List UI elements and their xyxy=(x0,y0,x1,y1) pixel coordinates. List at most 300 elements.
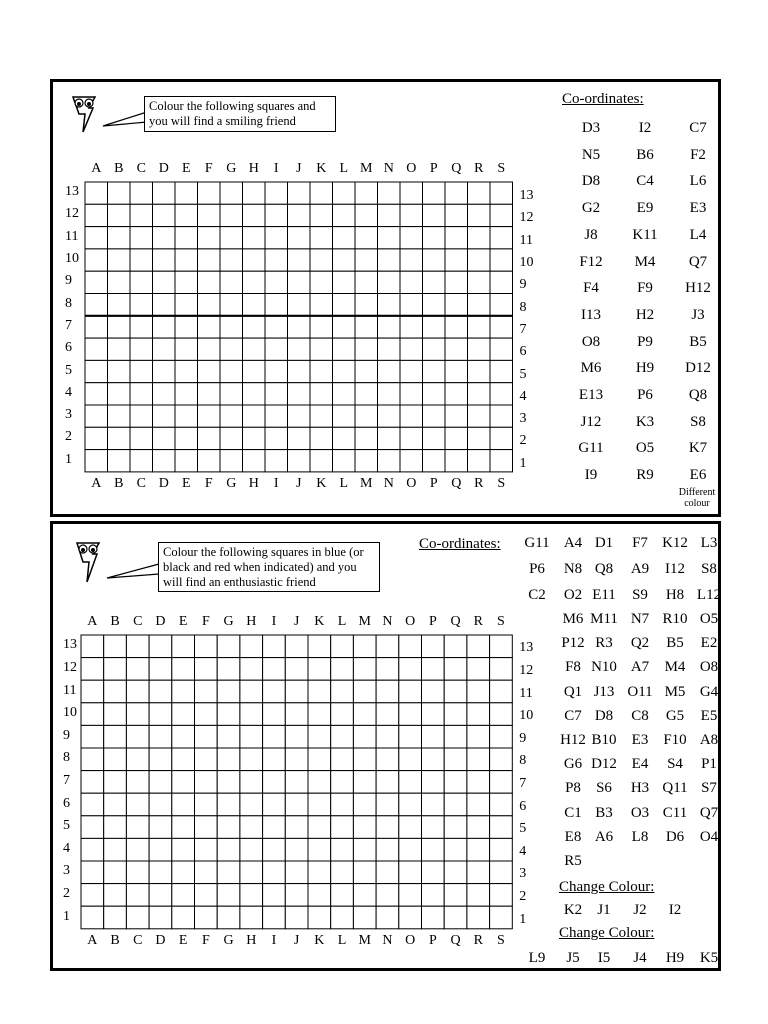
grid-cell-Q13[interactable] xyxy=(444,635,467,658)
grid-cell-F7[interactable] xyxy=(198,316,221,338)
grid-cell-M4[interactable] xyxy=(353,838,376,861)
grid-cell-I5[interactable] xyxy=(265,360,288,382)
grid-cell-I11[interactable] xyxy=(263,680,286,703)
grid-cell-S3[interactable] xyxy=(490,405,513,427)
grid-cell-Q6[interactable] xyxy=(445,338,468,360)
grid-cell-D10[interactable] xyxy=(153,249,176,271)
grid-cell-I7[interactable] xyxy=(265,316,288,338)
grid-cell-J10[interactable] xyxy=(285,703,308,726)
grid-cell-I1[interactable] xyxy=(263,906,286,929)
grid-cell-N3[interactable] xyxy=(376,861,399,884)
grid-cell-R7[interactable] xyxy=(467,771,490,794)
grid-cell-N13[interactable] xyxy=(378,182,401,204)
grid-cell-L9[interactable] xyxy=(331,725,354,748)
grid-cell-H7[interactable] xyxy=(240,771,263,794)
grid-cell-Q13[interactable] xyxy=(445,182,468,204)
grid-cell-E13[interactable] xyxy=(172,635,195,658)
grid-cell-H7[interactable] xyxy=(243,316,266,338)
grid-cell-J9[interactable] xyxy=(285,725,308,748)
grid-cell-J7[interactable] xyxy=(285,771,308,794)
grid-cell-M5[interactable] xyxy=(355,360,378,382)
grid-cell-D9[interactable] xyxy=(153,271,176,293)
grid-cell-B1[interactable] xyxy=(108,450,131,472)
grid-cell-S11[interactable] xyxy=(490,227,513,249)
grid-cell-R4[interactable] xyxy=(468,383,491,405)
grid-cell-C5[interactable] xyxy=(130,360,153,382)
grid-cell-Q7[interactable] xyxy=(444,771,467,794)
grid-cell-J6[interactable] xyxy=(288,338,311,360)
grid-cell-Q8[interactable] xyxy=(445,294,468,316)
grid-cell-G5[interactable] xyxy=(220,360,243,382)
grid-cell-A13[interactable] xyxy=(81,635,104,658)
grid-cell-B3[interactable] xyxy=(104,861,127,884)
grid-cell-L6[interactable] xyxy=(331,793,354,816)
grid-cell-L11[interactable] xyxy=(333,227,356,249)
grid-cell-G9[interactable] xyxy=(217,725,240,748)
grid-cell-L2[interactable] xyxy=(331,884,354,907)
grid-cell-A11[interactable] xyxy=(85,227,108,249)
grid-cell-S9[interactable] xyxy=(490,725,513,748)
grid-cell-O8[interactable] xyxy=(399,748,422,771)
grid-cell-M13[interactable] xyxy=(355,182,378,204)
grid-cell-C9[interactable] xyxy=(130,271,153,293)
grid-cell-L4[interactable] xyxy=(331,838,354,861)
grid-cell-K6[interactable] xyxy=(310,338,333,360)
grid-cell-C4[interactable] xyxy=(126,838,149,861)
grid-cell-R3[interactable] xyxy=(468,405,491,427)
grid-cell-G8[interactable] xyxy=(220,294,243,316)
grid-cell-B7[interactable] xyxy=(108,316,131,338)
grid-cell-L7[interactable] xyxy=(333,316,356,338)
grid-cell-P13[interactable] xyxy=(422,635,445,658)
grid-cell-G7[interactable] xyxy=(217,771,240,794)
grid-cell-Q9[interactable] xyxy=(445,271,468,293)
grid-cell-E6[interactable] xyxy=(175,338,198,360)
grid-cell-L2[interactable] xyxy=(333,427,356,449)
grid-cell-L13[interactable] xyxy=(331,635,354,658)
grid-cell-A7[interactable] xyxy=(85,316,108,338)
grid-cell-N12[interactable] xyxy=(376,658,399,681)
grid-cell-E2[interactable] xyxy=(175,427,198,449)
grid-cell-I8[interactable] xyxy=(265,294,288,316)
grid-cell-A13[interactable] xyxy=(85,182,108,204)
grid-cell-F13[interactable] xyxy=(198,182,221,204)
grid-cell-G7[interactable] xyxy=(220,316,243,338)
grid-cell-L11[interactable] xyxy=(331,680,354,703)
grid-cell-K1[interactable] xyxy=(310,450,333,472)
grid-cell-N13[interactable] xyxy=(376,635,399,658)
grid-cell-G10[interactable] xyxy=(220,249,243,271)
grid-cell-H12[interactable] xyxy=(240,658,263,681)
grid-cell-N5[interactable] xyxy=(376,816,399,839)
grid-cell-R6[interactable] xyxy=(468,338,491,360)
grid-cell-E3[interactable] xyxy=(175,405,198,427)
grid-cell-O2[interactable] xyxy=(399,884,422,907)
grid-cell-E3[interactable] xyxy=(172,861,195,884)
grid-cell-A8[interactable] xyxy=(85,294,108,316)
grid-cell-N4[interactable] xyxy=(376,838,399,861)
grid-cell-E1[interactable] xyxy=(175,450,198,472)
grid-cell-L10[interactable] xyxy=(331,703,354,726)
grid-cell-C10[interactable] xyxy=(126,703,149,726)
grid-cell-M6[interactable] xyxy=(353,793,376,816)
grid-cell-D7[interactable] xyxy=(149,771,172,794)
grid-cell-M4[interactable] xyxy=(355,383,378,405)
grid-cell-A10[interactable] xyxy=(81,703,104,726)
grid-cell-M11[interactable] xyxy=(355,227,378,249)
grid-cell-H10[interactable] xyxy=(243,249,266,271)
grid-cell-S4[interactable] xyxy=(490,383,513,405)
grid-cell-F1[interactable] xyxy=(195,906,218,929)
grid-cell-B9[interactable] xyxy=(104,725,127,748)
grid-cell-R4[interactable] xyxy=(467,838,490,861)
grid-cell-K12[interactable] xyxy=(310,204,333,226)
grid-cell-L12[interactable] xyxy=(333,204,356,226)
grid-cell-B13[interactable] xyxy=(104,635,127,658)
grid-cell-I4[interactable] xyxy=(265,383,288,405)
grid-cell-A7[interactable] xyxy=(81,771,104,794)
grid-cell-E8[interactable] xyxy=(175,294,198,316)
grid-cell-B3[interactable] xyxy=(108,405,131,427)
grid-cell-D8[interactable] xyxy=(153,294,176,316)
grid-cell-M13[interactable] xyxy=(353,635,376,658)
grid-cell-C1[interactable] xyxy=(126,906,149,929)
grid-cell-I13[interactable] xyxy=(265,182,288,204)
grid-cell-S13[interactable] xyxy=(490,182,513,204)
coordinate-grid[interactable] xyxy=(84,181,514,473)
grid-cell-S5[interactable] xyxy=(490,360,513,382)
grid-cell-H2[interactable] xyxy=(240,884,263,907)
grid-cell-K2[interactable] xyxy=(308,884,331,907)
grid-cell-A9[interactable] xyxy=(85,271,108,293)
grid-cell-F12[interactable] xyxy=(195,658,218,681)
grid-cell-I5[interactable] xyxy=(263,816,286,839)
grid-cell-J1[interactable] xyxy=(288,450,311,472)
grid-cell-M3[interactable] xyxy=(355,405,378,427)
grid-cell-O7[interactable] xyxy=(399,771,422,794)
grid-cell-H13[interactable] xyxy=(240,635,263,658)
grid-cell-H5[interactable] xyxy=(243,360,266,382)
grid-cell-R13[interactable] xyxy=(468,182,491,204)
grid-cell-S2[interactable] xyxy=(490,884,513,907)
grid-cell-C9[interactable] xyxy=(126,725,149,748)
grid-cell-E10[interactable] xyxy=(175,249,198,271)
grid-cell-O11[interactable] xyxy=(399,680,422,703)
grid-cell-A12[interactable] xyxy=(85,204,108,226)
grid-cell-J3[interactable] xyxy=(288,405,311,427)
grid-cell-A8[interactable] xyxy=(81,748,104,771)
grid-cell-N11[interactable] xyxy=(376,680,399,703)
grid-cell-Q8[interactable] xyxy=(444,748,467,771)
grid-cell-G5[interactable] xyxy=(217,816,240,839)
grid-cell-D6[interactable] xyxy=(153,338,176,360)
grid-cell-O6[interactable] xyxy=(400,338,423,360)
grid-cell-G4[interactable] xyxy=(220,383,243,405)
grid-cell-E7[interactable] xyxy=(172,771,195,794)
grid-cell-M2[interactable] xyxy=(353,884,376,907)
grid-cell-B13[interactable] xyxy=(108,182,131,204)
grid-cell-O4[interactable] xyxy=(399,838,422,861)
grid-cell-B8[interactable] xyxy=(104,748,127,771)
grid-cell-N9[interactable] xyxy=(378,271,401,293)
grid-cell-J2[interactable] xyxy=(285,884,308,907)
grid-cell-L13[interactable] xyxy=(333,182,356,204)
grid-cell-F11[interactable] xyxy=(195,680,218,703)
grid-cell-F5[interactable] xyxy=(198,360,221,382)
grid-cell-O5[interactable] xyxy=(400,360,423,382)
grid-cell-R6[interactable] xyxy=(467,793,490,816)
grid-cell-K4[interactable] xyxy=(308,838,331,861)
grid-cell-J8[interactable] xyxy=(285,748,308,771)
grid-cell-J5[interactable] xyxy=(288,360,311,382)
grid-cell-P4[interactable] xyxy=(423,383,446,405)
grid-cell-G2[interactable] xyxy=(217,884,240,907)
grid-cell-F9[interactable] xyxy=(195,725,218,748)
grid-cell-D6[interactable] xyxy=(149,793,172,816)
grid-cell-D10[interactable] xyxy=(149,703,172,726)
grid-cell-A6[interactable] xyxy=(85,338,108,360)
grid-cell-G2[interactable] xyxy=(220,427,243,449)
grid-cell-M8[interactable] xyxy=(355,294,378,316)
grid-cell-H8[interactable] xyxy=(243,294,266,316)
grid-cell-K8[interactable] xyxy=(310,294,333,316)
grid-cell-O6[interactable] xyxy=(399,793,422,816)
grid-cell-O9[interactable] xyxy=(400,271,423,293)
grid-cell-P9[interactable] xyxy=(423,271,446,293)
grid-cell-J11[interactable] xyxy=(285,680,308,703)
grid-cell-P4[interactable] xyxy=(422,838,445,861)
grid-cell-N9[interactable] xyxy=(376,725,399,748)
grid-cell-B6[interactable] xyxy=(104,793,127,816)
grid-cell-D4[interactable] xyxy=(149,838,172,861)
grid-cell-I4[interactable] xyxy=(263,838,286,861)
grid-cell-S1[interactable] xyxy=(490,906,513,929)
grid-cell-F2[interactable] xyxy=(195,884,218,907)
grid-cell-H10[interactable] xyxy=(240,703,263,726)
grid-cell-F8[interactable] xyxy=(198,294,221,316)
grid-cell-Q1[interactable] xyxy=(444,906,467,929)
grid-cell-E12[interactable] xyxy=(175,204,198,226)
grid-cell-P10[interactable] xyxy=(422,703,445,726)
grid-cell-P7[interactable] xyxy=(422,771,445,794)
grid-cell-M7[interactable] xyxy=(353,771,376,794)
grid-cell-A4[interactable] xyxy=(85,383,108,405)
grid-cell-A11[interactable] xyxy=(81,680,104,703)
grid-cell-G11[interactable] xyxy=(220,227,243,249)
grid-cell-C7[interactable] xyxy=(126,771,149,794)
grid-cell-E4[interactable] xyxy=(172,838,195,861)
grid-cell-I9[interactable] xyxy=(263,725,286,748)
grid-cell-Q11[interactable] xyxy=(444,680,467,703)
grid-cell-P12[interactable] xyxy=(423,204,446,226)
grid-cell-F6[interactable] xyxy=(198,338,221,360)
grid-cell-Q2[interactable] xyxy=(444,884,467,907)
grid-cell-I2[interactable] xyxy=(265,427,288,449)
grid-cell-J3[interactable] xyxy=(285,861,308,884)
coordinate-grid[interactable] xyxy=(80,634,513,930)
grid-cell-F12[interactable] xyxy=(198,204,221,226)
grid-cell-P9[interactable] xyxy=(422,725,445,748)
grid-cell-D1[interactable] xyxy=(149,906,172,929)
grid-cell-H11[interactable] xyxy=(243,227,266,249)
grid-cell-C12[interactable] xyxy=(130,204,153,226)
grid-cell-A3[interactable] xyxy=(85,405,108,427)
grid-cell-A6[interactable] xyxy=(81,793,104,816)
grid-cell-M5[interactable] xyxy=(353,816,376,839)
grid-cell-K3[interactable] xyxy=(310,405,333,427)
grid-cell-M2[interactable] xyxy=(355,427,378,449)
grid-cell-N11[interactable] xyxy=(378,227,401,249)
grid-cell-O12[interactable] xyxy=(400,204,423,226)
grid-cell-H3[interactable] xyxy=(240,861,263,884)
grid-cell-F10[interactable] xyxy=(198,249,221,271)
grid-cell-I11[interactable] xyxy=(265,227,288,249)
grid-cell-L3[interactable] xyxy=(333,405,356,427)
grid-cell-K13[interactable] xyxy=(308,635,331,658)
grid-cell-R12[interactable] xyxy=(467,658,490,681)
grid-cell-D12[interactable] xyxy=(153,204,176,226)
grid-cell-K3[interactable] xyxy=(308,861,331,884)
grid-cell-P2[interactable] xyxy=(422,884,445,907)
grid-cell-R1[interactable] xyxy=(468,450,491,472)
grid-cell-L1[interactable] xyxy=(331,906,354,929)
grid-cell-D4[interactable] xyxy=(153,383,176,405)
grid-cell-K4[interactable] xyxy=(310,383,333,405)
grid-cell-H11[interactable] xyxy=(240,680,263,703)
grid-cell-C13[interactable] xyxy=(130,182,153,204)
grid-cell-F4[interactable] xyxy=(198,383,221,405)
grid-cell-B5[interactable] xyxy=(104,816,127,839)
grid-cell-F4[interactable] xyxy=(195,838,218,861)
grid-cell-A5[interactable] xyxy=(81,816,104,839)
grid-cell-M1[interactable] xyxy=(353,906,376,929)
grid-cell-E9[interactable] xyxy=(175,271,198,293)
grid-cell-K5[interactable] xyxy=(308,816,331,839)
grid-cell-B1[interactable] xyxy=(104,906,127,929)
grid-cell-E5[interactable] xyxy=(175,360,198,382)
grid-cell-Q7[interactable] xyxy=(445,316,468,338)
grid-cell-K2[interactable] xyxy=(310,427,333,449)
grid-cell-E4[interactable] xyxy=(175,383,198,405)
grid-cell-O9[interactable] xyxy=(399,725,422,748)
grid-cell-E12[interactable] xyxy=(172,658,195,681)
grid-cell-P2[interactable] xyxy=(423,427,446,449)
grid-cell-N6[interactable] xyxy=(376,793,399,816)
grid-cell-H6[interactable] xyxy=(243,338,266,360)
grid-cell-R5[interactable] xyxy=(467,816,490,839)
grid-cell-I1[interactable] xyxy=(265,450,288,472)
grid-cell-D9[interactable] xyxy=(149,725,172,748)
grid-cell-R5[interactable] xyxy=(468,360,491,382)
grid-cell-C3[interactable] xyxy=(126,861,149,884)
grid-cell-R11[interactable] xyxy=(468,227,491,249)
grid-cell-B4[interactable] xyxy=(104,838,127,861)
grid-cell-S7[interactable] xyxy=(490,316,513,338)
grid-cell-G4[interactable] xyxy=(217,838,240,861)
grid-cell-K13[interactable] xyxy=(310,182,333,204)
grid-cell-M3[interactable] xyxy=(353,861,376,884)
grid-cell-O1[interactable] xyxy=(399,906,422,929)
grid-cell-Q6[interactable] xyxy=(444,793,467,816)
grid-cell-C11[interactable] xyxy=(126,680,149,703)
grid-cell-P10[interactable] xyxy=(423,249,446,271)
grid-cell-O11[interactable] xyxy=(400,227,423,249)
grid-cell-E11[interactable] xyxy=(175,227,198,249)
grid-cell-H1[interactable] xyxy=(243,450,266,472)
grid-cell-N8[interactable] xyxy=(376,748,399,771)
grid-cell-M11[interactable] xyxy=(353,680,376,703)
grid-cell-P8[interactable] xyxy=(422,748,445,771)
grid-cell-R13[interactable] xyxy=(467,635,490,658)
grid-cell-C2[interactable] xyxy=(126,884,149,907)
grid-cell-B11[interactable] xyxy=(104,680,127,703)
grid-cell-F10[interactable] xyxy=(195,703,218,726)
grid-cell-J4[interactable] xyxy=(288,383,311,405)
grid-cell-M8[interactable] xyxy=(353,748,376,771)
grid-cell-A2[interactable] xyxy=(81,884,104,907)
grid-cell-B11[interactable] xyxy=(108,227,131,249)
grid-cell-F3[interactable] xyxy=(198,405,221,427)
grid-cell-B10[interactable] xyxy=(104,703,127,726)
grid-cell-I10[interactable] xyxy=(263,703,286,726)
grid-cell-S13[interactable] xyxy=(490,635,513,658)
grid-cell-A2[interactable] xyxy=(85,427,108,449)
grid-cell-R8[interactable] xyxy=(468,294,491,316)
grid-cell-G13[interactable] xyxy=(220,182,243,204)
grid-cell-S12[interactable] xyxy=(490,204,513,226)
grid-cell-N10[interactable] xyxy=(376,703,399,726)
grid-cell-D11[interactable] xyxy=(149,680,172,703)
grid-cell-C1[interactable] xyxy=(130,450,153,472)
grid-cell-Q5[interactable] xyxy=(444,816,467,839)
grid-cell-A10[interactable] xyxy=(85,249,108,271)
grid-cell-P1[interactable] xyxy=(422,906,445,929)
grid-cell-J6[interactable] xyxy=(285,793,308,816)
grid-cell-S10[interactable] xyxy=(490,703,513,726)
grid-cell-J4[interactable] xyxy=(285,838,308,861)
grid-cell-H3[interactable] xyxy=(243,405,266,427)
grid-cell-G12[interactable] xyxy=(217,658,240,681)
grid-cell-R9[interactable] xyxy=(467,725,490,748)
grid-cell-F13[interactable] xyxy=(195,635,218,658)
grid-cell-R10[interactable] xyxy=(468,249,491,271)
grid-cell-D13[interactable] xyxy=(153,182,176,204)
grid-cell-O13[interactable] xyxy=(399,635,422,658)
grid-cell-Q3[interactable] xyxy=(445,405,468,427)
grid-cell-B10[interactable] xyxy=(108,249,131,271)
grid-cell-J13[interactable] xyxy=(288,182,311,204)
grid-cell-C2[interactable] xyxy=(130,427,153,449)
grid-cell-J10[interactable] xyxy=(288,249,311,271)
grid-cell-B5[interactable] xyxy=(108,360,131,382)
grid-cell-F7[interactable] xyxy=(195,771,218,794)
grid-cell-G9[interactable] xyxy=(220,271,243,293)
grid-cell-H4[interactable] xyxy=(243,383,266,405)
grid-cell-C7[interactable] xyxy=(130,316,153,338)
grid-cell-S11[interactable] xyxy=(490,680,513,703)
grid-cell-O3[interactable] xyxy=(399,861,422,884)
grid-cell-G12[interactable] xyxy=(220,204,243,226)
grid-cell-L5[interactable] xyxy=(333,360,356,382)
grid-cell-M6[interactable] xyxy=(355,338,378,360)
grid-cell-O1[interactable] xyxy=(400,450,423,472)
grid-cell-D2[interactable] xyxy=(153,427,176,449)
grid-cell-K9[interactable] xyxy=(310,271,333,293)
grid-cell-D7[interactable] xyxy=(153,316,176,338)
grid-cell-P8[interactable] xyxy=(423,294,446,316)
grid-cell-F1[interactable] xyxy=(198,450,221,472)
grid-cell-J12[interactable] xyxy=(288,204,311,226)
